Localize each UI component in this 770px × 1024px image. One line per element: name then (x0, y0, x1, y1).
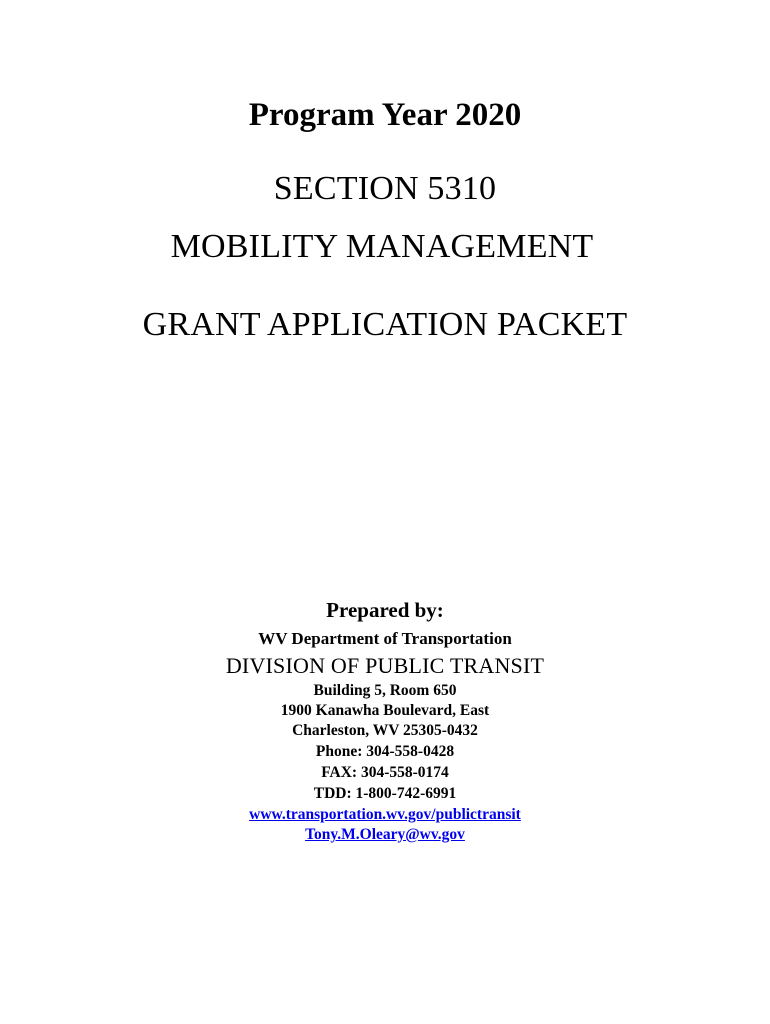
program-title: MOBILITY MANAGEMENT (170, 228, 594, 265)
website-link[interactable]: www.transportation.wv.gov/publictransit (249, 806, 521, 823)
program-year-heading: Program Year 2020 (248, 97, 522, 133)
contact-fax: FAX: 304-558-0174 (321, 764, 449, 781)
email-link[interactable]: Tony.M.Oleary@wv.gov (305, 826, 465, 843)
department-name: WV Department of Transportation (258, 629, 512, 648)
address-city: Charleston, WV 25305-0432 (292, 722, 478, 739)
prepared-by-label: Prepared by: (326, 598, 444, 622)
address-street: 1900 Kanawha Boulevard, East (280, 702, 490, 719)
division-name: DIVISION OF PUBLIC TRANSIT (225, 653, 545, 678)
contact-phone: Phone: 304-558-0428 (315, 743, 455, 760)
packet-title: GRANT APPLICATION PACKET (142, 306, 628, 343)
contact-tdd: TDD: 1-800-742-6991 (313, 785, 457, 802)
section-title: SECTION 5310 (273, 170, 497, 207)
address-building: Building 5, Room 650 (313, 682, 457, 699)
